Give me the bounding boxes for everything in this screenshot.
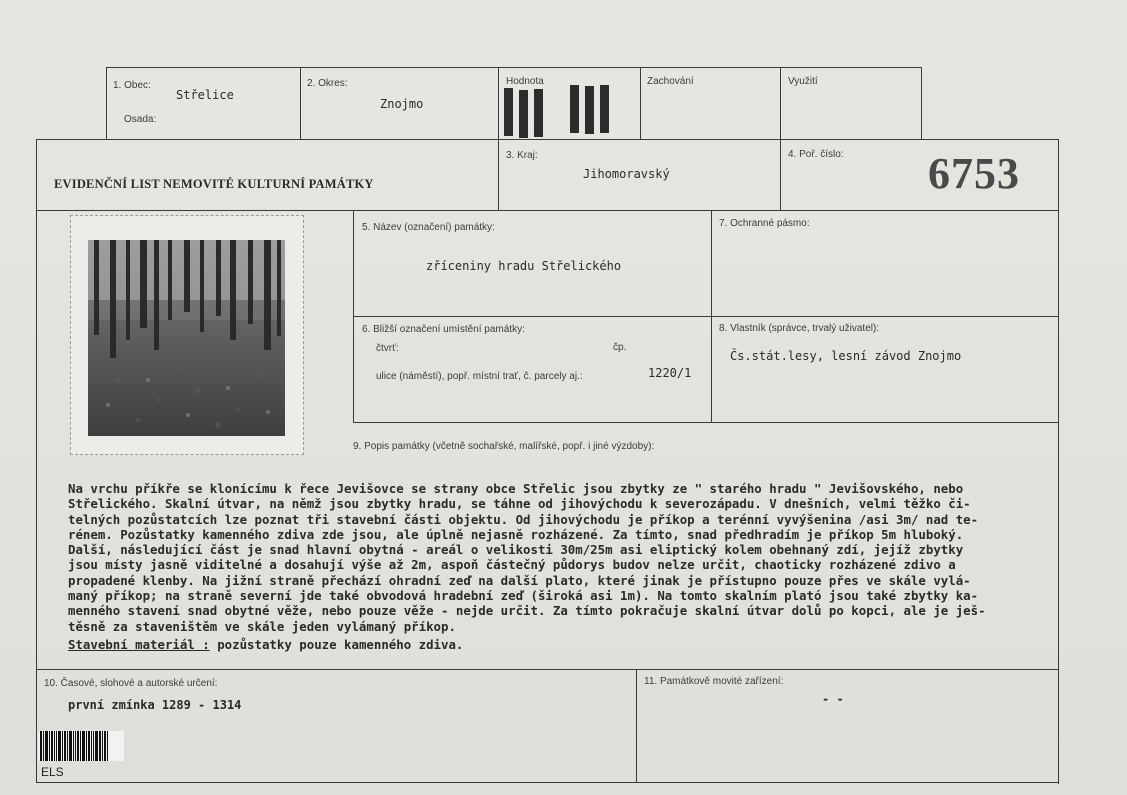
hodnota-mark	[600, 85, 609, 133]
material-value: pozůstatky pouze kamenného zdiva.	[217, 636, 464, 652]
okres-value: Znojmo	[380, 97, 424, 111]
description-line: telných pozůstatcích lze poznat tři stavební části objektu. Od jihovýchodu je příkop a terénní vyvýšenina /asi 3m/ nad te-	[68, 511, 979, 527]
rule	[106, 67, 107, 139]
rule	[106, 67, 922, 68]
rule	[300, 67, 301, 139]
vyuziti-label: Využití	[788, 76, 818, 87]
record-number: 6753	[928, 149, 1020, 198]
parcela-value: 1220/1	[648, 366, 692, 380]
nazev-value: zříceniny hradu Střelického	[426, 259, 622, 273]
rule	[36, 139, 1059, 140]
hodnota-mark	[585, 86, 594, 134]
material-label: Stavební materiál :	[68, 636, 210, 652]
ulice-label: ulice (náměstí), popř. místní trať, č. parcely aj.:	[376, 371, 583, 382]
hodnota-mark	[534, 89, 543, 137]
popis-label: 9. Popis památky (včetně sochařské, malířské, popř. i jiné výzdoby):	[353, 441, 655, 452]
rule	[36, 782, 1059, 783]
description-line: rénem. Pozůstatky kamenného zdiva zde jsou, ale úplně nejasně rozházené. Za tímto, snad předhradím je příkop 5m hluboký.	[68, 526, 964, 542]
hodnota-mark	[504, 88, 513, 136]
obec-value: Střelice	[176, 88, 234, 102]
okres-label: 2. Okres:	[307, 78, 348, 89]
nazev-label: 5. Název (označení) památky:	[362, 222, 495, 233]
description-line: Další, následující část je snad hlavní obytná - areál o velikosti 30m/25m asi eliptický kolem obehnaný zdí, jejíž zbytky	[68, 542, 964, 558]
rule	[1058, 139, 1059, 784]
description-line: Střelického. Skalní útvar, na němž jsou zbytky hradu, se táhne od jihovýchodu k severozápadu. V dnešních, velmi těžko či-	[68, 496, 971, 512]
rule	[640, 67, 641, 139]
castle-ruins-photo	[88, 240, 285, 436]
casove-value: první zmínka 1289 - 1314	[68, 698, 242, 712]
vlastnik-label: 8. Vlastník (správce, trvalý uživatel):	[719, 323, 880, 334]
hodnota-value	[500, 84, 640, 139]
rule	[921, 67, 922, 139]
material-line	[68, 637, 1043, 652]
description-text	[68, 481, 1043, 652]
els-label: ELS	[41, 765, 64, 779]
rule	[36, 139, 37, 782]
description-line: těsně za staveništěm ve skále jeden vylámaný příkop.	[68, 618, 456, 634]
description-line: menného stavení snad obytné věže, nebo pouze věže - nejde určit. Za tímto pokračuje skalní útvar dolů po kopci, ale je ješ-	[68, 603, 986, 619]
rule	[36, 210, 1059, 211]
photo-frame	[70, 215, 304, 455]
hodnota-mark	[519, 90, 528, 138]
umisteni-label: 6. Bližší označení umístění památky:	[362, 324, 525, 335]
rule	[36, 669, 1059, 670]
description-line: Na vrchu příkře se klonícímu k řece Jevišovce se strany obce Střelic jsou zbytky ze " starého hradu " Jevišovského, nebo	[68, 481, 964, 496]
rule	[353, 316, 1059, 317]
kraj-label: 3. Kraj:	[506, 150, 538, 161]
por-cislo-label: 4. Poř. číslo:	[788, 149, 844, 160]
vlastnik-value: Čs.stát.lesy, lesní závod Znojmo	[730, 349, 962, 363]
movite-value: - -	[822, 692, 844, 706]
barcode	[38, 731, 124, 761]
casove-label: 10. Časové, slohové a autorské určení:	[44, 678, 218, 689]
description-line: maný příkop; na straně severní jde také obvodová hradební zeď (široká asi 1m). Na tomto skalním plató jsou také zbytky ka-	[68, 588, 979, 604]
forest-photo-image	[88, 240, 285, 436]
movite-label: 11. Památkově movité zařízení:	[644, 676, 784, 687]
ctvrt-label: čtvrť:	[376, 343, 399, 354]
zachovani-label: Zachování	[647, 76, 694, 87]
description-line: propadené klenby. Na jižní straně přechází ohradní zeď na další plato, které jinak je přístupno pouze přes ve skále vylá-	[68, 572, 971, 588]
obec-label: 1. Obec:	[113, 80, 151, 91]
hodnota-label: Hodnota	[506, 76, 544, 87]
rule	[636, 669, 637, 783]
kraj-value: Jihomoravský	[583, 167, 670, 181]
rule	[353, 422, 1059, 423]
ochranne-label: 7. Ochranné pásmo:	[719, 218, 810, 229]
card-title: EVIDENČNÍ LIST NEMOVITÉ KULTURNÍ PAMÁTKY	[54, 177, 374, 191]
osada-label: Osada:	[124, 114, 157, 125]
cp-label: čp.	[613, 342, 627, 353]
description-line: jsou místy jasně viditelné a dosahují výše až 2m, aspoň částečný půdorys budov nelze určit, chaoticky rozházené zdivo a	[68, 557, 956, 573]
hodnota-mark	[570, 85, 579, 133]
